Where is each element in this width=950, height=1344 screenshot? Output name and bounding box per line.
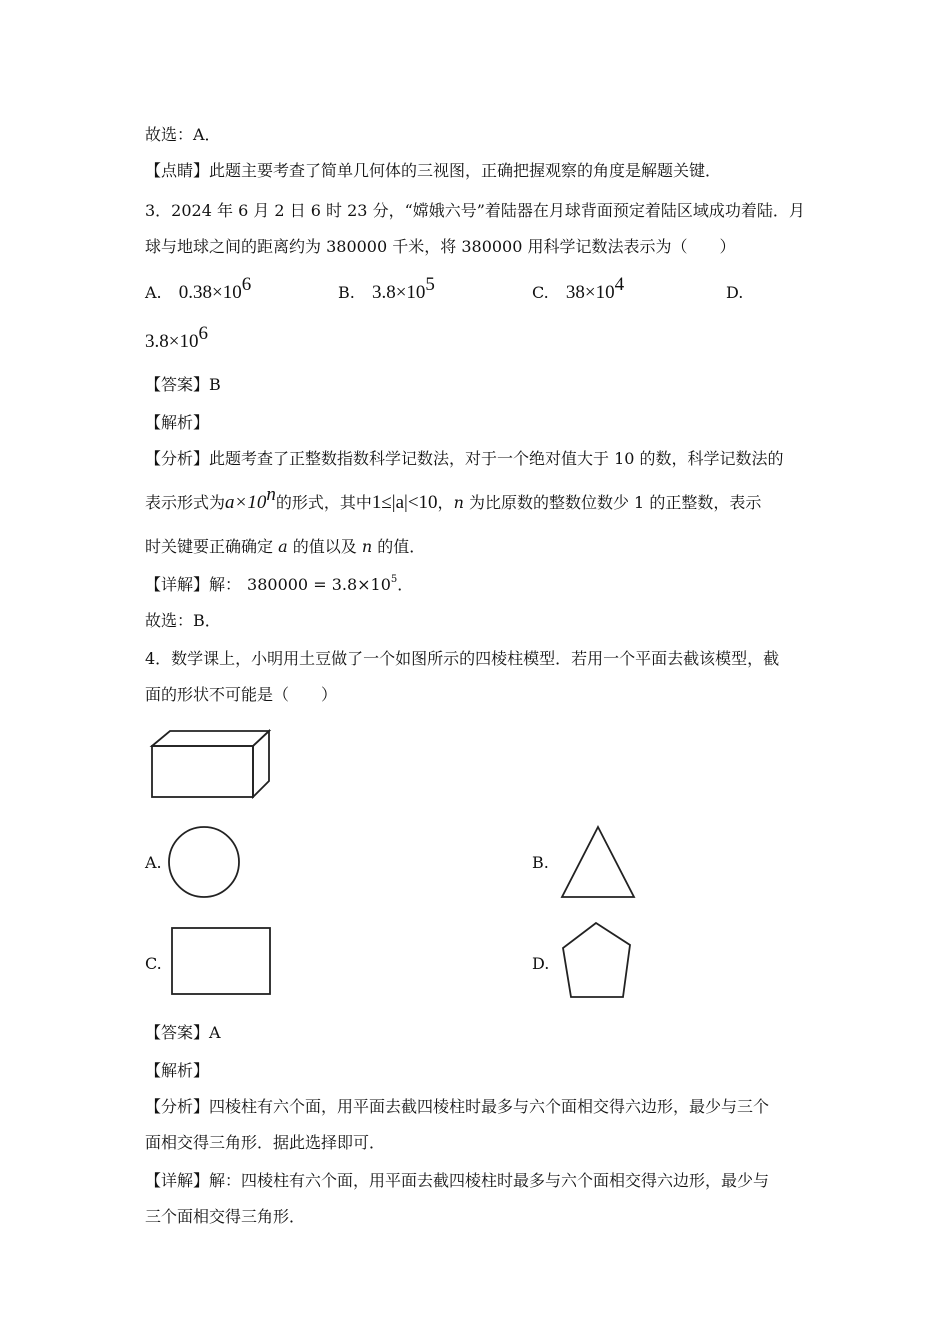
q4-answer — [145, 1022, 221, 1044]
detail-tag: 【详解】 — [145, 1171, 210, 1190]
q4-stem-line1: 4．数学课上，小明用土豆做了一个如图所示的四棱柱模型．若用一个平面去截该模型，截 — [145, 649, 780, 668]
q3-stem-line2: 球与地球之间的距离约为 380000 千米，将 380000 用科学记数法表示为（ ） — [145, 237, 736, 256]
q3-detail — [145, 574, 413, 596]
fenxi-text: 的形式，其中 — [275, 493, 372, 512]
rectangle-shape — [170, 926, 272, 996]
detail-end: ． — [397, 575, 414, 594]
q3-choice: 故选：B． — [145, 611, 221, 630]
option-exponent: 6 — [198, 323, 208, 344]
fenxi-tag: 【分析】 — [145, 449, 210, 468]
var-n: n — [453, 493, 464, 512]
prism-top-face — [152, 731, 269, 746]
fenxi-tag: 【分析】 — [145, 1097, 210, 1116]
fenxi-text: 时关键要正确确定 — [145, 537, 279, 556]
answer-value: B — [209, 375, 221, 394]
option-letter: B. — [338, 283, 355, 302]
option-exponent: 5 — [425, 274, 435, 295]
prism-side-face — [253, 731, 269, 797]
answer-value: A — [209, 1023, 221, 1042]
comment-tag: 【点睛】 — [145, 161, 210, 180]
detail-prefix: 解： — [209, 575, 242, 594]
circle-shape — [167, 825, 241, 899]
fenxi-text: 此题考查了正整数指数科学记数法，对于一个绝对值大于 10 的数，科学记数法的 — [209, 449, 784, 468]
fenxi-text: ， — [437, 493, 454, 512]
prism-front-face — [152, 746, 253, 797]
q3-option-d-value — [145, 323, 208, 353]
pentagon-shape — [561, 921, 633, 999]
var-a: a — [278, 537, 288, 556]
fenxi-text: 的值． — [372, 537, 426, 556]
answer-tag: 【答案】 — [145, 375, 210, 394]
formula-exponent: n — [266, 484, 276, 505]
q4-option-d-letter: D. — [532, 954, 550, 973]
q4-fenxi-line1 — [145, 1096, 769, 1118]
q3-option-b — [338, 274, 435, 304]
comment-text: 此题主要考查了简单几何体的三视图，正确把握观察的角度是解题关键． — [209, 161, 722, 180]
q4-stem-line2: 面的形状不可能是（ ） — [145, 685, 338, 704]
detail-exponent: 5 — [390, 574, 398, 585]
triangle-shape — [560, 825, 636, 899]
fenxi-text: 表示形式为 — [145, 493, 226, 512]
range-formula: 1≤|a|<10 — [371, 492, 438, 513]
q3-fenxi-line3 — [145, 536, 425, 558]
q4-detail-line1 — [145, 1170, 769, 1192]
option-value: 3.8×10 — [371, 282, 426, 303]
option-value: 0.38×10 — [178, 282, 242, 303]
q2-choice: 故选：A． — [145, 125, 221, 144]
detail-tag: 【详解】 — [145, 575, 210, 594]
var-n: n — [361, 537, 373, 556]
q3-analysis-tag: 【解析】 — [145, 413, 210, 432]
fenxi-text: 的值以及 — [287, 537, 362, 556]
q4-analysis-tag: 【解析】 — [145, 1061, 210, 1080]
option-value: 38×10 — [565, 282, 615, 303]
option-exponent: 4 — [614, 274, 625, 295]
option-letter: A. — [145, 283, 162, 302]
prism-figure — [148, 728, 278, 808]
q3-answer — [145, 374, 221, 396]
q3-option-d-letter: D. — [726, 283, 744, 302]
q4-fenxi-line2: 面相交得三角形．据此选择即可． — [145, 1133, 386, 1152]
q4-option-b-letter: B. — [532, 853, 549, 872]
option-value: 3.8×10 — [145, 331, 199, 352]
q4-detail-line2: 三个面相交得三角形． — [145, 1207, 306, 1226]
detail-text: 解：四棱柱有六个面，用平面去截四棱柱时最多与六个面相交得六边形，最少与 — [209, 1171, 770, 1190]
fenxi-text: 为比原数的整数位数少 1 的正整数，表示 — [463, 493, 762, 512]
q3-option-c — [532, 274, 625, 304]
q2-comment — [145, 160, 721, 182]
q3-stem-line1: 3．2024 年 6 月 2 日 6 时 23 分，“嫦娥六号”着陆器在月球背面预定着陆区域成功着陆．月 — [145, 201, 805, 220]
q3-option-a — [145, 274, 252, 304]
q3-fenxi-line2 — [145, 484, 762, 514]
fenxi-text: 四棱柱有六个面，用平面去截四棱柱时最多与六个面相交得六边形，最少与三个 — [209, 1097, 770, 1116]
q4-option-c-letter: C. — [145, 954, 162, 973]
q4-option-a-letter: A. — [145, 853, 162, 872]
option-exponent: 6 — [241, 274, 252, 295]
answer-tag: 【答案】 — [145, 1023, 210, 1042]
formula-base: a×10 — [225, 492, 267, 513]
detail-formula: 380000 = 3.8×10 — [247, 575, 391, 594]
option-letter: C. — [532, 283, 549, 302]
q3-fenxi-line1 — [145, 448, 784, 470]
